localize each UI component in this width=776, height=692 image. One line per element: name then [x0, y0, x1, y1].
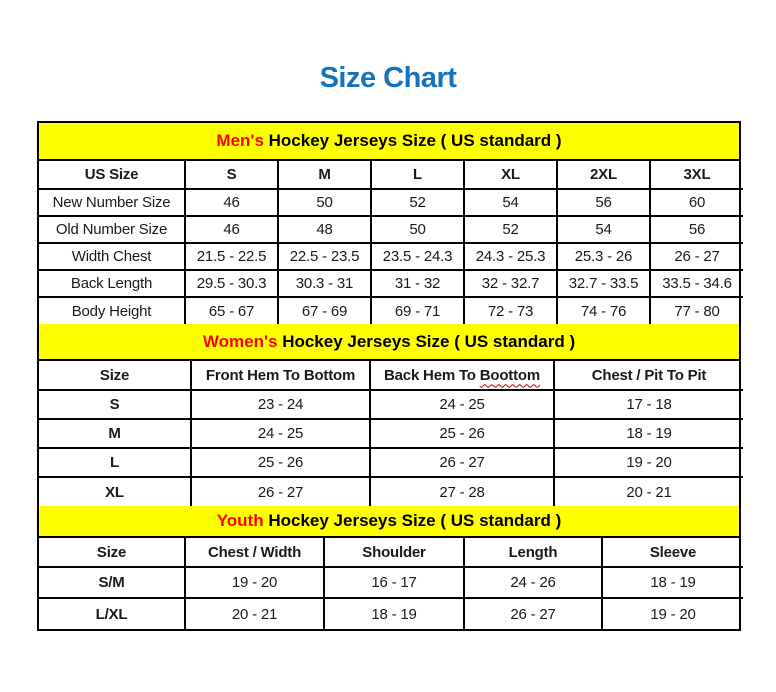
table-cell: 69 - 71	[371, 297, 464, 324]
table-cell: 26 - 27	[191, 477, 370, 506]
row-label: L	[39, 448, 191, 477]
table-row	[39, 477, 743, 506]
table-cell: 74 - 76	[557, 297, 650, 324]
youth-section-header-text: Hockey Jerseys Size ( US standard )	[263, 511, 562, 530]
header-row	[39, 361, 743, 390]
table-cell: 46	[185, 216, 278, 243]
column-header: US Size	[39, 161, 185, 189]
table-cell: 29.5 - 30.3	[185, 270, 278, 297]
mens-size-section	[39, 123, 739, 324]
table-cell: 17 - 18	[554, 390, 743, 419]
row-label: L/XL	[39, 598, 185, 629]
row-label: Width Chest	[39, 243, 185, 270]
misspelled-word: Boottom	[479, 366, 540, 384]
column-header: S	[185, 161, 278, 189]
table-cell: 32.7 - 33.5	[557, 270, 650, 297]
table-cell: 20 - 21	[554, 477, 743, 506]
table-cell: 30.3 - 31	[278, 270, 371, 297]
table-row	[39, 270, 743, 297]
table-cell: 56	[557, 189, 650, 216]
mens-section-header	[39, 123, 739, 161]
table-cell: 19 - 20	[602, 598, 743, 629]
header-row	[39, 161, 743, 189]
table-cell: 18 - 19	[602, 567, 743, 598]
column-header: Sleeve	[602, 538, 743, 567]
womens-section-accent-text: Women's	[202, 331, 278, 351]
table-cell: 54	[557, 216, 650, 243]
table-cell: 52	[464, 216, 557, 243]
table-cell: 56	[650, 216, 743, 243]
table-cell: 60	[650, 189, 743, 216]
table-cell: 67 - 69	[278, 297, 371, 324]
table-cell: 50	[371, 216, 464, 243]
row-label: S	[39, 390, 191, 419]
womens-section-header-text: Hockey Jerseys Size ( US standard )	[277, 331, 576, 351]
table-cell: 19 - 20	[554, 448, 743, 477]
table-cell: 52	[371, 189, 464, 216]
table-cell: 65 - 67	[185, 297, 278, 324]
column-header: Size	[39, 361, 191, 390]
table-cell: 32 - 32.7	[464, 270, 557, 297]
row-label: M	[39, 419, 191, 448]
table-cell: 48	[278, 216, 371, 243]
page-title: Size Chart	[319, 62, 457, 94]
column-header: M	[278, 161, 371, 189]
table-cell: 31 - 32	[371, 270, 464, 297]
mens-section-accent-text: Men's	[216, 131, 264, 150]
table-cell: 25 - 26	[370, 419, 554, 448]
table-cell: 24 - 25	[370, 390, 554, 419]
column-header: Chest / Pit To Pit	[554, 361, 743, 390]
column-header: 3XL	[650, 161, 743, 189]
table-cell: 18 - 19	[324, 598, 464, 629]
column-header: Chest / Width	[185, 538, 324, 567]
column-header: Back Hem To Boottom	[370, 361, 554, 390]
table-row	[39, 216, 743, 243]
table-cell: 23 - 24	[191, 390, 370, 419]
column-header: L	[371, 161, 464, 189]
table-cell: 18 - 19	[554, 419, 743, 448]
table-cell: 46	[185, 189, 278, 216]
table-cell: 33.5 - 34.6	[650, 270, 743, 297]
row-label: Body Height	[39, 297, 185, 324]
table-cell: 26 - 27	[370, 448, 554, 477]
youth-size-table	[39, 538, 743, 629]
youth-size-section	[39, 506, 739, 629]
row-label: Back Length	[39, 270, 185, 297]
womens-section-header	[39, 324, 739, 361]
table-cell: 24 - 26	[464, 567, 602, 598]
table-cell: 25 - 26	[191, 448, 370, 477]
table-cell: 24 - 25	[191, 419, 370, 448]
table-cell: 23.5 - 24.3	[371, 243, 464, 270]
table-row	[39, 448, 743, 477]
table-cell: 72 - 73	[464, 297, 557, 324]
table-cell: 20 - 21	[185, 598, 324, 629]
header-row	[39, 538, 743, 567]
table-row	[39, 243, 743, 270]
table-cell: 16 - 17	[324, 567, 464, 598]
row-label: Old Number Size	[39, 216, 185, 243]
row-label: XL	[39, 477, 191, 506]
mens-size-table	[39, 161, 743, 324]
column-header: Length	[464, 538, 602, 567]
table-cell: 77 - 80	[650, 297, 743, 324]
table-row	[39, 390, 743, 419]
womens-size-table	[39, 361, 743, 506]
column-header: Shoulder	[324, 538, 464, 567]
column-header: XL	[464, 161, 557, 189]
womens-size-section	[39, 324, 739, 506]
table-cell: 54	[464, 189, 557, 216]
table-row	[39, 297, 743, 324]
row-label: New Number Size	[39, 189, 185, 216]
row-label: S/M	[39, 567, 185, 598]
table-cell: 22.5 - 23.5	[278, 243, 371, 270]
table-cell: 19 - 20	[185, 567, 324, 598]
youth-section-header	[39, 506, 739, 538]
column-header: Front Hem To Bottom	[191, 361, 370, 390]
table-row	[39, 419, 743, 448]
table-row	[39, 567, 743, 598]
column-header: Size	[39, 538, 185, 567]
table-row	[39, 598, 743, 629]
table-cell: 26 - 27	[464, 598, 602, 629]
table-cell: 24.3 - 25.3	[464, 243, 557, 270]
youth-section-accent-text: Youth	[216, 511, 264, 530]
table-cell: 50	[278, 189, 371, 216]
mens-section-header-text: Hockey Jerseys Size ( US standard )	[263, 131, 562, 150]
table-cell: 26 - 27	[650, 243, 743, 270]
table-cell: 21.5 - 22.5	[185, 243, 278, 270]
column-header: 2XL	[557, 161, 650, 189]
table-row	[39, 189, 743, 216]
table-cell: 27 - 28	[370, 477, 554, 506]
size-chart-tables	[37, 121, 741, 631]
table-cell: 25.3 - 26	[557, 243, 650, 270]
